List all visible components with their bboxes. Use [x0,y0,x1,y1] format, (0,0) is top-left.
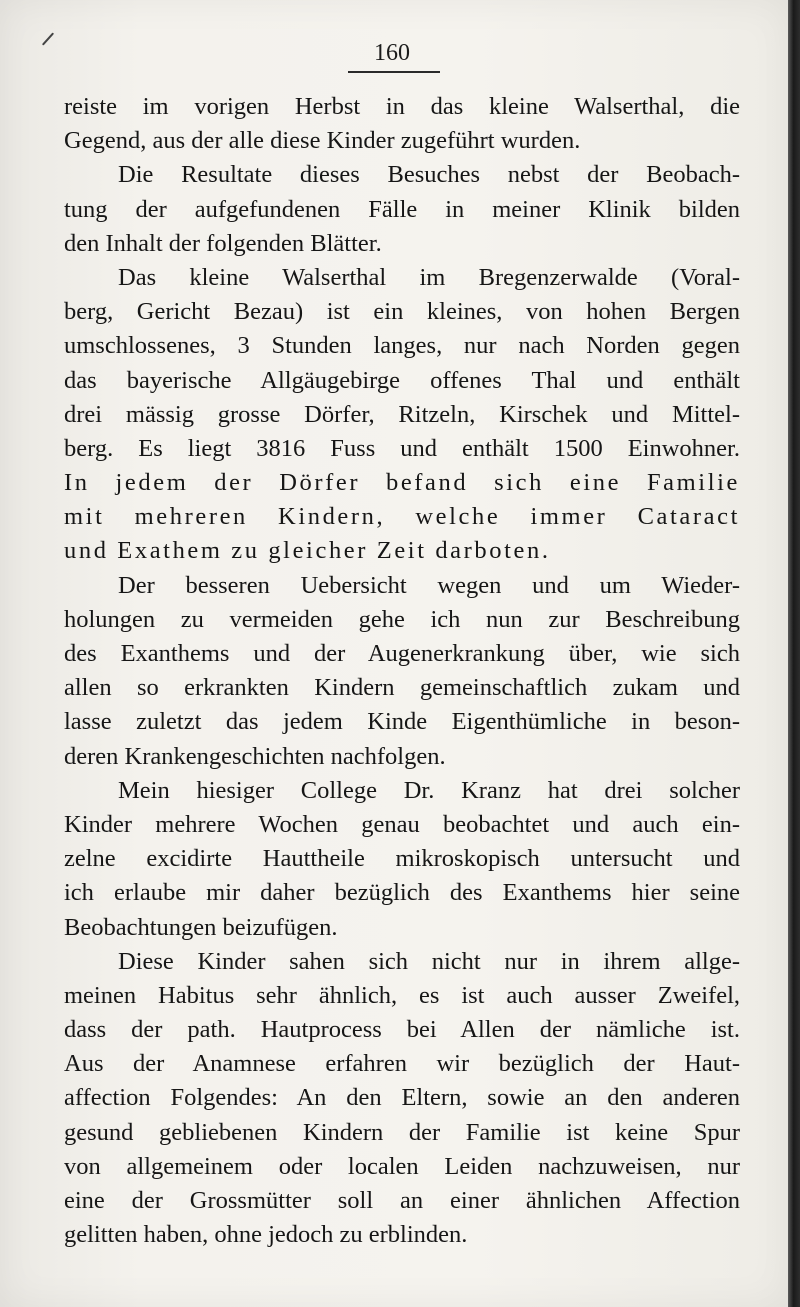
text-line: Die Resultate dieses Besuches nebst der Beobach- [118,161,740,189]
body-text [64,90,740,1252]
text-line: tung der aufgefundenen Fälle in meiner Klinik bilden [64,195,740,223]
text-line: berg, Gericht Bezau) ist ein kleines, von hohen Bergen [64,298,740,326]
pencil-mark [42,32,54,45]
text-line: mit mehreren Kindern, welche immer Cataract [64,503,740,531]
text-line: affection Folgendes: An den Eltern, sowie an den anderen [64,1084,740,1112]
text-line: eine der Grossmütter soll an einer ähnlichen Affection [64,1187,740,1214]
text-line: Diese Kinder sahen sich nicht nur in ihrem allge- [118,947,740,975]
text-line: Das kleine Walserthal im Bregenzerwalde (Voral- [118,263,740,291]
text-line: lasse zuletzt das jedem Kinde Eigenthümliche in beson- [64,708,740,736]
text-line: Aus der Anamnese erfahren wir bezüglich der Haut- [64,1050,740,1078]
text-line: ich erlaube mir daher bezüglich des Exanthems hier seine [64,879,740,907]
text-line: das bayerische Allgäugebirge offenes Thal und enthält [64,366,740,394]
text-line: drei mässig grosse Dörfer, Ritzeln, Kirschek und Mittel- [64,400,740,428]
text-line: zelne excidirte Hauttheile mikroskopisch untersucht und [64,845,740,873]
header-rule [348,71,440,73]
text-line: und Exathem zu gleicher Zeit darboten. [64,537,551,565]
text-line: reiste im vorigen Herbst in das kleine Walserthal, die [64,93,740,120]
text-line: Gegend, aus der alle diese Kinder zugeführt wurden. [64,127,581,155]
text-line: gesund gebliebenen Kindern der Familie ist keine Spur [64,1118,740,1146]
text-line: Mein hiesiger College Dr. Kranz hat drei solcher [118,776,740,804]
text-line: In jedem der Dörfer befand sich eine Familie [64,469,740,497]
page-number: 160 [374,40,410,66]
page-edge-shadow [788,0,800,1307]
text-line: berg. Es liegt 3816 Fuss und enthält 1500 Einwohner. [64,434,740,462]
text-line: dass der path. Hautprocess bei Allen der nämliche ist. [64,1016,740,1044]
text-line: des Exanthems und der Augenerkrankung über, wie sich [64,640,740,667]
text-line: allen so erkrankten Kindern gemeinschaftlich zukam und [64,674,740,702]
text-line: Kinder mehrere Wochen genau beobachtet und auch ein- [64,810,740,838]
text-line: umschlossenes, 3 Stunden langes, nur nach Norden gegen [64,332,740,360]
text-line: deren Krankengeschichten nachfolgen. [64,742,446,770]
text-line: holungen zu vermeiden gehe ich nun zur Beschreibung [64,605,740,633]
text-line: Der besseren Uebersicht wegen und um Wieder- [118,571,740,599]
text-line: gelitten haben, ohne jedoch zu erblinden. [64,1221,468,1249]
text-line: meinen Habitus sehr ähnlich, es ist auch ausser Zweifel, [64,981,740,1009]
text-line: Beobachtungen beizufügen. [64,913,338,941]
text-line: den Inhalt der folgenden Blätter. [64,229,382,257]
text-line: von allgemeinem oder localen Leiden nachzuweisen, nur [64,1152,740,1180]
